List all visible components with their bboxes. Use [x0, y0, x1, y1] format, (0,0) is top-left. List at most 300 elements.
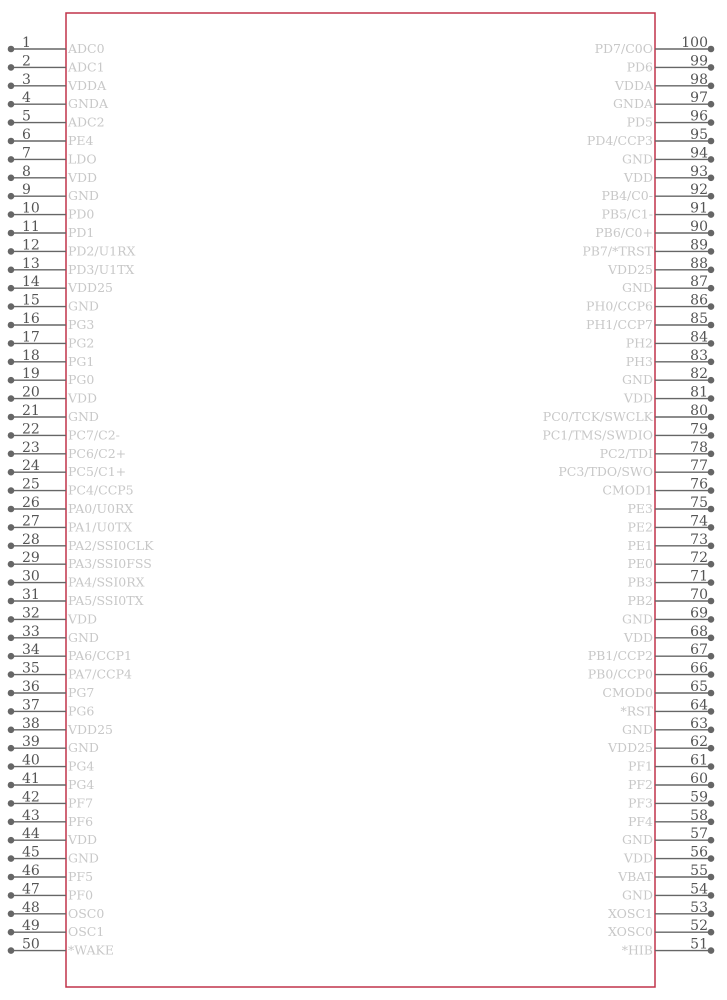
pin-endpoint-dot [8, 340, 15, 347]
left-pin [8, 366, 95, 387]
pin-endpoint-dot [8, 322, 15, 329]
pin-endpoint-dot [8, 432, 15, 439]
pin-number: 76 [690, 476, 708, 493]
pin-number: 85 [690, 311, 708, 327]
pin-number: 7 [22, 145, 31, 162]
pin-number: 52 [690, 918, 708, 935]
pin-endpoint-dot [708, 119, 715, 126]
pin-name: PB7/*TRST [582, 243, 653, 259]
pin-number: 55 [690, 863, 708, 879]
pin-endpoint-dot [708, 653, 715, 660]
pin-endpoint-dot [8, 487, 15, 494]
pin-endpoint-dot [708, 101, 715, 108]
pin-name: GND [622, 887, 653, 903]
pin-number: 42 [22, 789, 40, 806]
pin-number: 2 [22, 53, 31, 70]
pin-number: 35 [22, 660, 40, 677]
pin-number: 40 [22, 752, 40, 769]
pin-number: 74 [690, 513, 708, 530]
pin-number: 37 [22, 697, 40, 714]
left-pin [8, 201, 95, 222]
pin-number: 62 [690, 734, 708, 751]
pin-name: OSC0 [68, 905, 105, 921]
pin-name: ADC2 [68, 114, 105, 130]
pin-name: PD5 [626, 114, 653, 130]
pin-endpoint-dot [708, 377, 715, 384]
pin-number: 22 [22, 421, 40, 438]
pin-number: 36 [22, 679, 40, 695]
pin-endpoint-dot [8, 579, 15, 586]
pin-number: 56 [690, 844, 708, 861]
pin-endpoint-dot [8, 561, 15, 568]
pin-name: VDD [623, 390, 653, 406]
pin-endpoint-dot [8, 653, 15, 660]
pin-endpoint-dot [8, 911, 15, 918]
pin-endpoint-dot [708, 432, 715, 439]
pin-number: 23 [22, 439, 40, 456]
pin-name: PB2 [627, 593, 653, 608]
left-pin [8, 697, 95, 718]
pin-endpoint-dot [708, 579, 715, 586]
pin-endpoint-dot [8, 414, 15, 421]
pin-endpoint-dot [708, 745, 715, 752]
pin-endpoint-dot [708, 46, 715, 53]
pin-number: 80 [690, 403, 708, 419]
pin-name: *RST [620, 703, 653, 719]
pin-endpoint-dot [8, 727, 15, 734]
pin-name: PC4/CCP5 [68, 482, 134, 498]
left-pin [8, 127, 94, 148]
pin-number: 4 [22, 90, 31, 107]
pin-endpoint-dot [708, 800, 715, 807]
left-pin [8, 219, 95, 240]
pin-endpoint-dot [8, 635, 15, 642]
pin-number: 5 [22, 108, 31, 125]
pin-number: 17 [22, 329, 40, 346]
pin-name: XOSC0 [607, 924, 653, 940]
pin-number: 84 [690, 329, 708, 346]
pin-endpoint-dot [8, 285, 15, 292]
pin-number: 67 [690, 642, 708, 659]
pin-endpoint-dot [708, 929, 715, 936]
pin-name: PA3/SSI0FSS [68, 556, 152, 572]
pin-endpoint-dot [8, 837, 15, 844]
pin-name: VDD25 [608, 740, 653, 756]
pin-endpoint-dot [708, 138, 715, 145]
pin-endpoint-dot [708, 248, 715, 255]
pin-endpoint-dot [8, 83, 15, 90]
pin-name: PA0/U0RX [68, 501, 134, 516]
pin-endpoint-dot [708, 727, 715, 734]
pin-name: PD7/C0O [594, 41, 653, 56]
pin-name: GNDA [613, 96, 653, 112]
pin-number: 53 [690, 899, 708, 916]
pin-name: *HIB [621, 942, 653, 958]
pin-number: 78 [690, 439, 708, 456]
pin-name: VDD25 [68, 721, 113, 737]
pin-number: 89 [690, 237, 708, 254]
pin-endpoint-dot [708, 211, 715, 218]
pin-endpoint-dot [708, 175, 715, 182]
pin-name: LDO [68, 151, 97, 167]
pin-endpoint-dot [708, 708, 715, 715]
pin-number: 45 [22, 844, 40, 861]
pin-name: PG7 [68, 685, 95, 700]
right-pin [543, 403, 715, 424]
pin-number: 91 [690, 200, 708, 217]
pin-name: PA4/SSI0RX [68, 574, 145, 590]
pin-number: 70 [690, 587, 708, 603]
right-pin [542, 421, 714, 442]
pin-name: *WAKE [68, 942, 114, 958]
pin-name: PC6/C2+ [68, 445, 127, 461]
pin-endpoint-dot [8, 138, 15, 145]
pin-name: PB1/CCP2 [587, 648, 653, 664]
pin-endpoint-dot [708, 616, 715, 623]
pin-number: 73 [690, 531, 708, 548]
pin-endpoint-dot [708, 598, 715, 605]
pin-endpoint-dot [708, 156, 715, 163]
left-pin [8, 863, 93, 884]
pin-endpoint-dot [8, 267, 15, 274]
pin-number: 21 [22, 403, 40, 419]
pin-name: PD1 [68, 225, 95, 240]
pin-number: 34 [22, 642, 40, 659]
pin-name: GND [622, 372, 653, 388]
pin-name: PC2/TDI [599, 445, 653, 461]
pin-endpoint-dot [708, 874, 715, 881]
pin-endpoint-dot [708, 267, 715, 274]
pin-number: 43 [22, 807, 40, 824]
pin-endpoint-dot [8, 855, 15, 862]
pin-endpoint-dot [708, 911, 715, 918]
pin-number: 19 [22, 366, 40, 383]
pin-number: 51 [690, 936, 708, 953]
pin-endpoint-dot [708, 690, 715, 697]
left-pin [8, 329, 95, 350]
pin-number: 99 [690, 53, 708, 70]
pin-name: PD0 [68, 206, 95, 222]
pin-endpoint-dot [708, 414, 715, 421]
pin-number: 92 [690, 182, 708, 199]
pin-name: PF1 [627, 758, 653, 774]
pin-endpoint-dot [708, 230, 715, 237]
pin-name: PG4 [68, 758, 95, 774]
pin-number: 38 [22, 715, 40, 732]
pin-number: 16 [22, 311, 40, 327]
pin-name: GND [68, 188, 99, 204]
pin-name: PF0 [68, 887, 94, 903]
pin-name: PF6 [68, 813, 94, 829]
pin-endpoint-dot [8, 947, 15, 954]
pin-number: 29 [22, 550, 40, 567]
pin-number: 15 [22, 292, 40, 309]
pin-endpoint-dot [8, 377, 15, 384]
pin-name: PB0/CCP0 [587, 666, 653, 682]
pin-number: 46 [22, 863, 40, 879]
pin-endpoint-dot [708, 340, 715, 347]
pin-number: 39 [22, 734, 40, 751]
left-pin [8, 771, 95, 792]
pin-number: 79 [690, 421, 708, 438]
pin-endpoint-dot [8, 211, 15, 218]
pin-endpoint-dot [708, 469, 715, 476]
pin-name: PA1/U0TX [68, 519, 133, 535]
pin-number: 96 [690, 108, 708, 125]
pin-number: 54 [690, 881, 708, 898]
pin-name: VBAT [618, 869, 653, 884]
pin-endpoint-dot [8, 874, 15, 881]
pin-name: PB6/C0+ [595, 225, 653, 240]
pin-name: VDD [68, 611, 98, 627]
pin-number: 11 [22, 219, 40, 235]
pin-name: PG1 [68, 353, 95, 369]
pin-name: PF3 [627, 795, 653, 811]
pin-name: PF2 [627, 777, 653, 792]
pin-number: 66 [690, 660, 708, 677]
pin-name: ADC0 [68, 41, 105, 56]
pin-number: 93 [690, 163, 708, 180]
left-pin [8, 789, 93, 810]
pin-name: PC7/C2- [68, 427, 120, 443]
pin-number: 69 [690, 605, 708, 622]
pin-name: XOSC1 [607, 905, 653, 921]
pin-number: 98 [690, 71, 708, 88]
pin-name: GND [68, 298, 99, 314]
pin-name: PG3 [68, 317, 95, 332]
pin-endpoint-dot [8, 745, 15, 752]
pin-number: 18 [22, 347, 40, 364]
pin-number: 3 [22, 71, 31, 88]
pin-endpoint-dot [8, 64, 15, 71]
left-pin [8, 679, 95, 700]
pin-endpoint-dot [8, 156, 15, 163]
pin-name: PH3 [625, 353, 653, 369]
pin-name: GND [68, 850, 99, 866]
pin-number: 24 [22, 458, 40, 475]
pin-name: PB4/C0- [601, 188, 653, 204]
left-pin-column [8, 35, 154, 958]
pin-name: VDD [68, 169, 98, 185]
pin-endpoint-dot [708, 782, 715, 789]
right-pin-column [542, 35, 714, 958]
pin-number: 77 [690, 458, 708, 475]
pin-name: PE2 [627, 519, 653, 535]
pin-endpoint-dot [708, 837, 715, 844]
pin-endpoint-dot [8, 248, 15, 255]
pin-number: 57 [690, 826, 708, 843]
pin-number: 49 [22, 918, 40, 935]
pin-endpoint-dot [8, 193, 15, 200]
pin-name: PC1/TMS/SWDIO [542, 427, 653, 443]
pin-name: PG6 [68, 703, 95, 719]
pin-name: PA6/CCP1 [68, 648, 132, 664]
pin-endpoint-dot [708, 487, 715, 494]
pin-name: ADC1 [68, 59, 105, 75]
pin-name: VDD [623, 629, 653, 645]
pin-name: PH1/CCP7 [586, 317, 653, 332]
pin-name: PD2/U1RX [68, 243, 136, 259]
pin-endpoint-dot [8, 303, 15, 310]
pin-number: 82 [690, 366, 708, 383]
pin-number: 63 [690, 715, 708, 732]
pin-endpoint-dot [8, 819, 15, 826]
pin-number: 88 [690, 255, 708, 272]
pin-endpoint-dot [708, 322, 715, 329]
pin-number: 30 [22, 568, 40, 585]
left-pin [8, 311, 95, 332]
pin-number: 44 [22, 826, 40, 843]
pin-endpoint-dot [8, 230, 15, 237]
pin-name: GND [622, 151, 653, 167]
pin-number: 58 [690, 807, 708, 824]
left-pin [8, 881, 93, 902]
pin-endpoint-dot [8, 506, 15, 513]
pin-number: 9 [22, 182, 31, 199]
pin-endpoint-dot [8, 395, 15, 402]
pin-endpoint-dot [8, 469, 15, 476]
pin-number: 48 [22, 899, 40, 916]
pin-endpoint-dot [708, 193, 715, 200]
pin-name: PC3/TDO/SWO [558, 464, 653, 480]
pin-name: VDD25 [608, 261, 653, 277]
pin-name: CMOD0 [602, 685, 653, 700]
pin-endpoint-dot [8, 782, 15, 789]
pin-endpoint-dot [708, 524, 715, 531]
pin-name: GNDA [68, 96, 108, 112]
pin-name: VDDA [68, 77, 107, 93]
pin-name: GND [68, 740, 99, 756]
pin-endpoint-dot [708, 506, 715, 513]
pin-name: PA2/SSI0CLK [68, 537, 154, 553]
pin-number: 61 [690, 752, 708, 769]
pin-name: GND [68, 629, 99, 645]
pin-endpoint-dot [708, 763, 715, 770]
pin-name: PD3/U1TX [68, 261, 135, 277]
pin-number: 65 [690, 679, 708, 695]
pin-name: OSC1 [68, 924, 105, 940]
pin-endpoint-dot [708, 561, 715, 568]
pin-number: 14 [22, 274, 40, 291]
pin-number: 97 [690, 90, 708, 107]
pin-endpoint-dot [708, 303, 715, 310]
pin-endpoint-dot [8, 175, 15, 182]
pin-name: PE3 [627, 501, 653, 516]
pin-name: PE4 [68, 133, 94, 148]
pin-name: PD4/CCP3 [586, 133, 653, 148]
pin-name: PG0 [68, 372, 95, 388]
pin-number: 50 [22, 936, 40, 953]
pin-number: 59 [690, 789, 708, 806]
pin-name: PA7/CCP4 [68, 666, 132, 682]
pin-number: 6 [22, 127, 31, 143]
pin-number: 100 [681, 35, 708, 51]
pin-name: VDD [68, 390, 98, 406]
pin-number: 1 [22, 35, 31, 51]
pin-endpoint-dot [8, 929, 15, 936]
left-pin [8, 808, 93, 829]
left-pin [8, 937, 114, 958]
pin-endpoint-dot [8, 101, 15, 108]
pin-name: PB5/C1- [601, 206, 653, 222]
pin-endpoint-dot [8, 119, 15, 126]
pin-number: 87 [690, 274, 708, 291]
pin-name: VDD [68, 832, 98, 848]
pin-number: 94 [690, 145, 708, 162]
pin-number: 90 [690, 219, 708, 235]
ic-body [66, 13, 655, 987]
pin-name: PD6 [626, 59, 653, 75]
pin-name: PC0/TCK/SWCLK [542, 409, 653, 424]
pin-number: 68 [690, 623, 708, 640]
pin-endpoint-dot [708, 395, 715, 402]
pin-number: 12 [22, 237, 40, 254]
pin-endpoint-dot [708, 359, 715, 366]
pin-endpoint-dot [8, 671, 15, 678]
pin-endpoint-dot [708, 819, 715, 826]
pin-number: 13 [22, 255, 40, 272]
pin-name: PE1 [627, 537, 653, 553]
pin-name: PH0/CCP6 [586, 298, 653, 314]
pin-number: 33 [22, 623, 40, 640]
pin-endpoint-dot [8, 800, 15, 807]
left-pin [8, 348, 95, 369]
pin-name: PF7 [68, 795, 94, 811]
pin-name: VDD [623, 169, 653, 185]
pin-number: 64 [690, 697, 708, 714]
left-pin [8, 753, 95, 774]
pin-number: 26 [22, 495, 40, 511]
pin-number: 20 [22, 384, 40, 401]
pin-number: 47 [22, 881, 40, 898]
pin-endpoint-dot [8, 46, 15, 53]
pin-number: 72 [690, 550, 708, 567]
pin-name: PF5 [68, 869, 94, 884]
pin-name: VDD [623, 850, 653, 866]
pin-name: PA5/SSI0TX [68, 593, 144, 608]
pin-number: 95 [690, 127, 708, 143]
pin-endpoint-dot [708, 892, 715, 899]
pin-endpoint-dot [708, 83, 715, 90]
pin-endpoint-dot [8, 359, 15, 366]
pin-number: 81 [690, 384, 708, 401]
pin-endpoint-dot [708, 947, 715, 954]
pin-number: 86 [690, 292, 708, 309]
pin-name: GND [68, 409, 99, 424]
pin-number: 71 [690, 568, 708, 585]
pin-number: 27 [22, 513, 40, 530]
pin-number: 25 [22, 476, 40, 493]
pin-name: VDDA [614, 77, 653, 93]
pin-name: GND [622, 611, 653, 627]
pin-name: GND [622, 721, 653, 737]
pin-endpoint-dot [8, 690, 15, 697]
pin-endpoint-dot [8, 524, 15, 531]
pin-endpoint-dot [8, 598, 15, 605]
pin-number: 8 [22, 163, 31, 180]
pin-endpoint-dot [708, 543, 715, 550]
pin-number: 32 [22, 605, 40, 622]
pin-endpoint-dot [708, 64, 715, 71]
pin-endpoint-dot [708, 671, 715, 678]
pin-endpoint-dot [708, 855, 715, 862]
pin-name: PG4 [68, 777, 95, 792]
pin-endpoint-dot [8, 763, 15, 770]
pin-endpoint-dot [708, 451, 715, 458]
pin-number: 41 [22, 771, 40, 787]
pin-number: 75 [690, 495, 708, 511]
pin-name: PF4 [627, 813, 653, 829]
